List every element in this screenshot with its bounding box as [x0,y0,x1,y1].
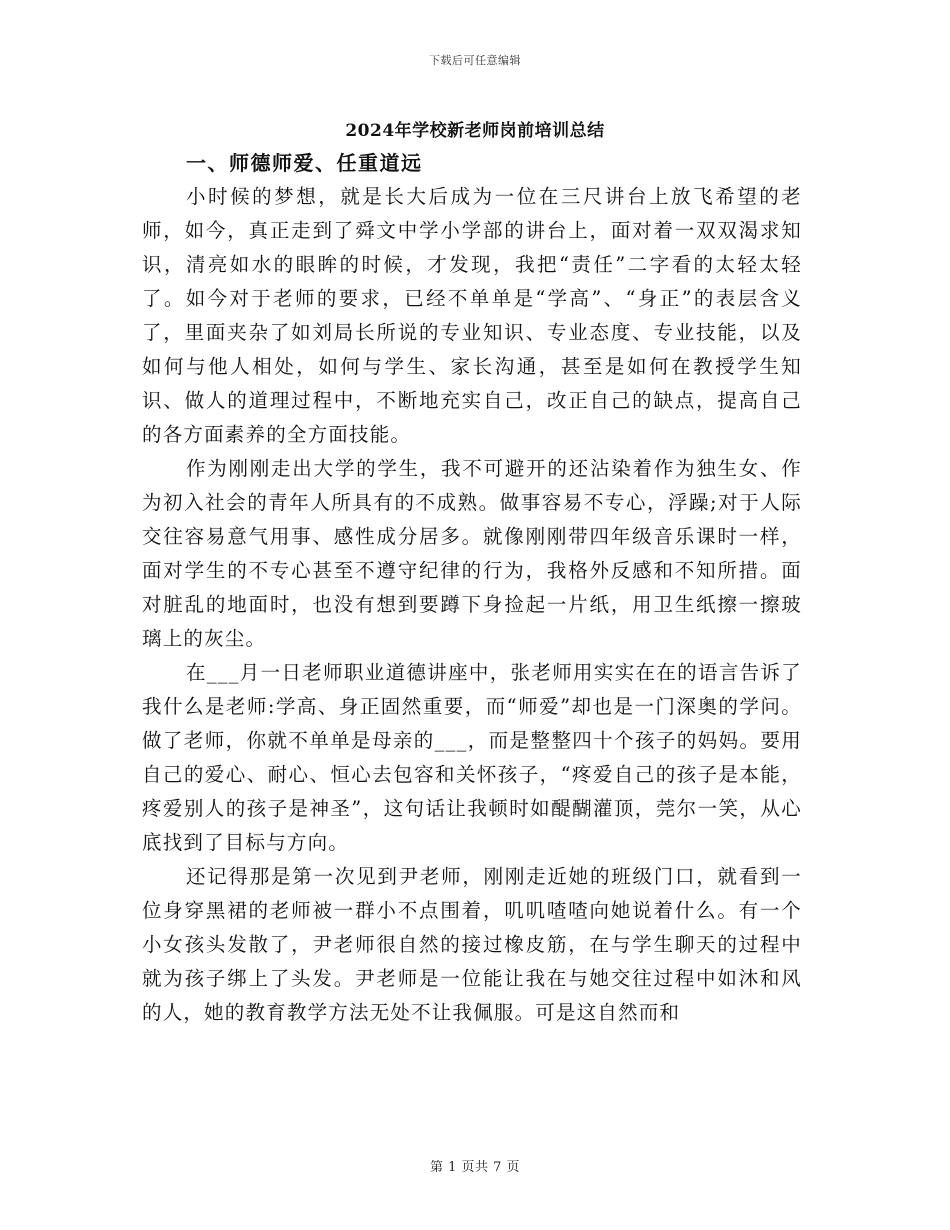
page-footer-pagination: 第 1 页共 7 页 [429,1160,521,1175]
document-title: 2024年学校新老师岗前培训总结 [345,121,605,141]
paragraph-4: 还记得那是第一次见到尹老师，刚刚走近她的班级门口，就看到一位身穿黑裙的老师被一群小不点围着，叽叽喳喳向她说着什么。有一个小女孩头发散了，尹老师很自然的接过橡皮筋，在与学生聊天的过程中就为孩子绑上了头发。尹老师是一位能让我在与她交往过程中如沐和风的人，她的教育教学方法无处不让我佩服。可是这自然而和 [142,865,802,1024]
paragraph-2: 作为刚刚走出大学的学生，我不可避开的还沾染着作为独生女、作为初入社会的青年人所具有的不成熟。做事容易不专心，浮躁;对于人际交往容易意气用事、感性成分居多。就像刚刚带四年级音乐课时一样，面对学生的不专心甚至不遵守纪律的行为，我格外反感和不知所措。面对脏乱的地面时，也没有想到要蹲下身捡起一片纸，用卫生纸擦一擦玻璃上的灰尘。 [142,457,802,650]
document-body [142,146,802,1030]
paragraph-1: 小时候的梦想，就是长大后成为一位在三尺讲台上放飞希望的老师，如今，真正走到了舜文中学小学部的讲台上，面对着一双双渴求知识，清亮如水的眼眸的时候，才发现，我把“责任”二字看的太轻太轻了。如今对于老师的要求，已经不单单是“学高”、“身正”的表层含义了，里面夹杂了如刘局长所说的专业知识、专业态度、专业技能，以及如何与他人相处，如何与学生、家长沟通，甚至是如何在教授学生知识、做人的道理过程中，不断地充实自己，改正自己的缺点，提高自己的各方面素养的全方面技能。 [142,185,802,446]
page-header-note: 下载后可任意编辑 [429,54,521,67]
paragraph-3: 在___月一日老师职业道德讲座中，张老师用实实在在的语言告诉了我什么是老师:学高、身正固然重要，而“师爱”却也是一门深奥的学问。做了老师，你就不单单是母亲的___，而是整整四十个孩子的妈妈。要用自己的爱心、耐心、恒心去包容和关怀孩子，“疼爱自己的孩子是本能，疼爱别人的孩子是神圣”，这句话让我顿时如醍醐灌顶，莞尔一笑，从心底找到了目标与方向。 [142,661,802,854]
section-heading: 一、师德师爱、任重道远 [186,151,423,175]
